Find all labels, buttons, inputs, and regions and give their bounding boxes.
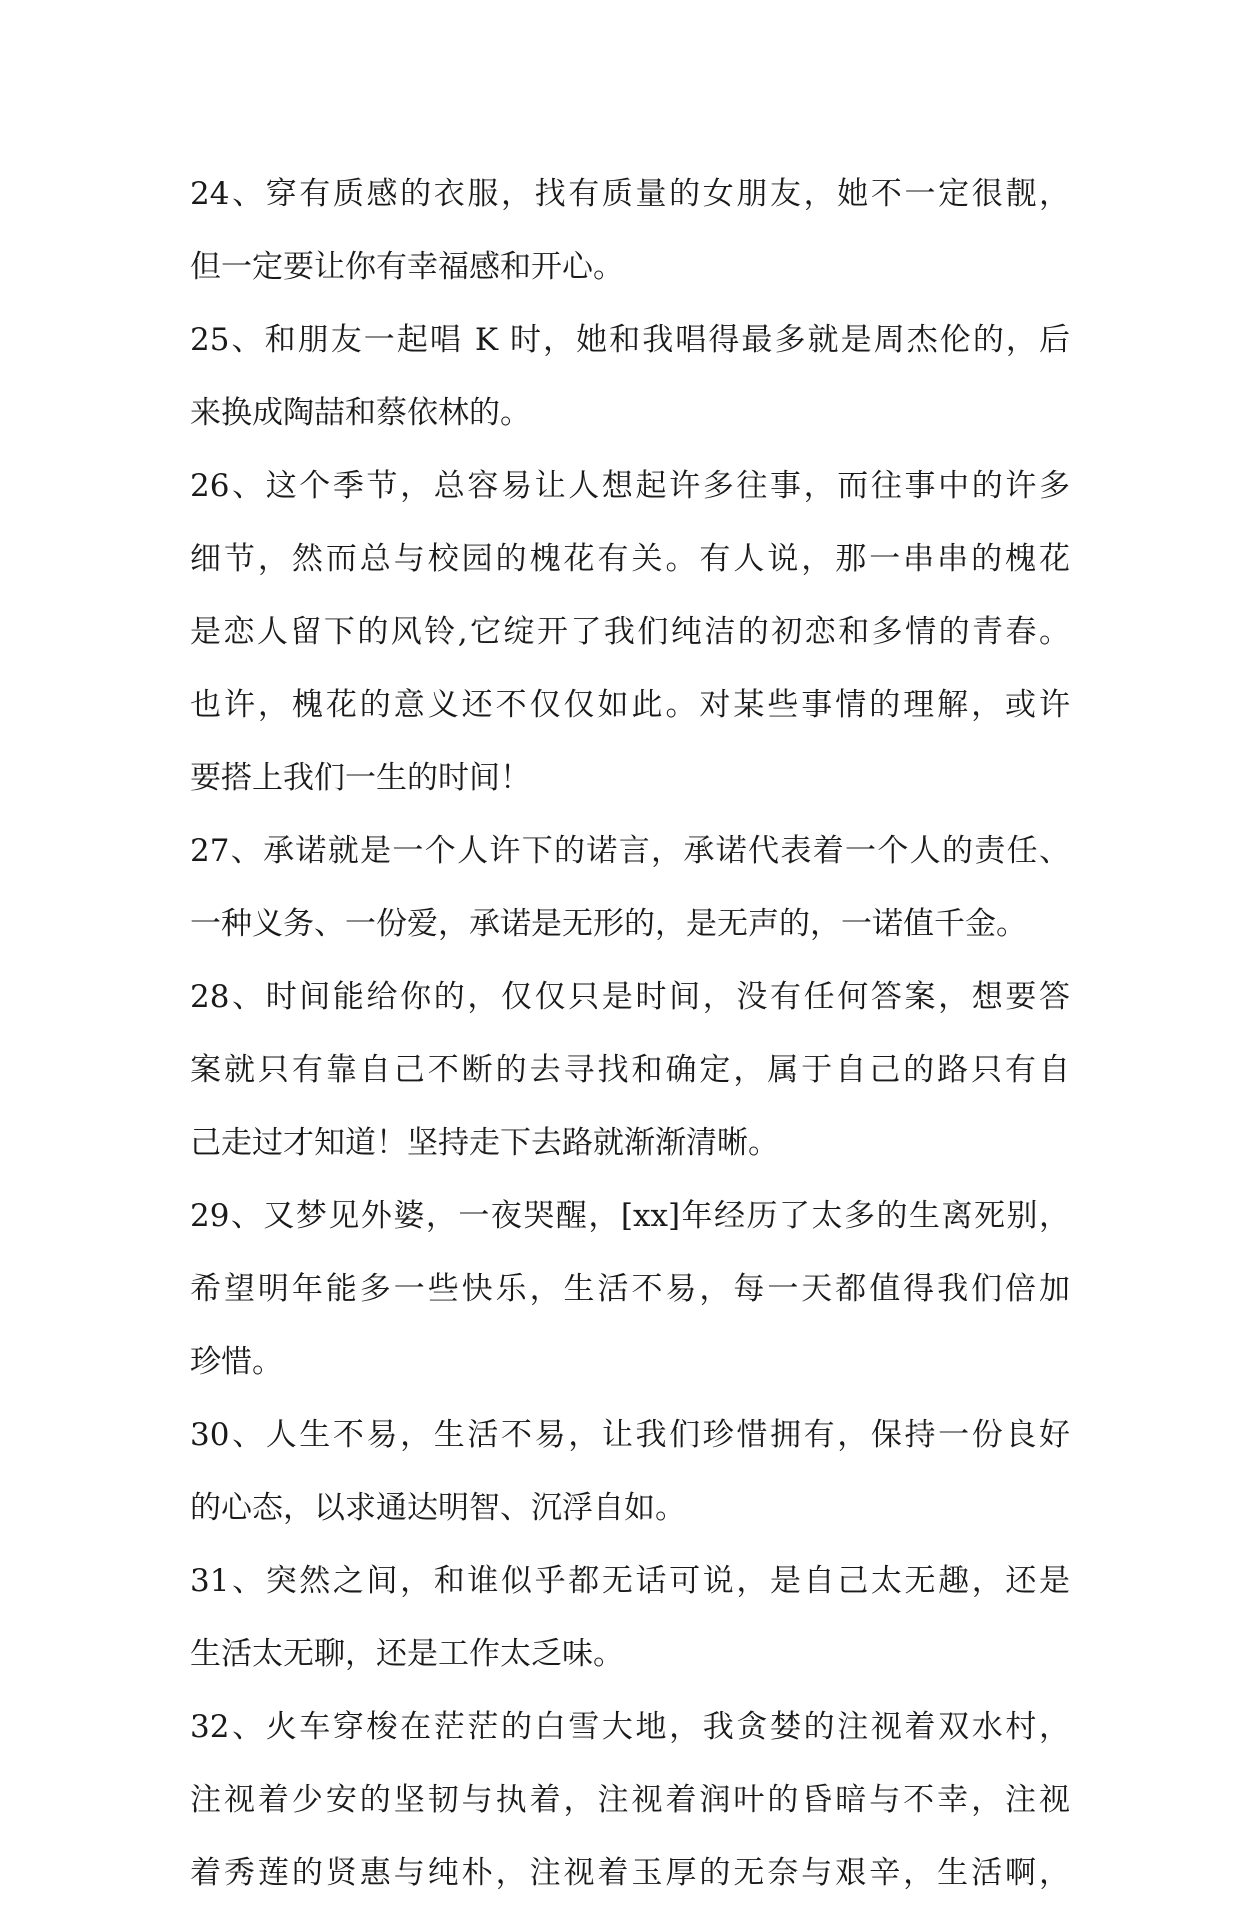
text-line: 的心态，以求通达明智、沉浮自如。 — [190, 1490, 686, 1526]
text-line: 25、和朋友一起唱 K 时，她和我唱得最多就是周杰伦的，后 — [190, 322, 1070, 358]
document-body — [190, 158, 1070, 1910]
text-line: 但一定要让你有幸福感和开心。 — [190, 249, 624, 285]
text-line: 生活太无聊，还是工作太乏味。 — [190, 1636, 624, 1672]
text-line: 27、承诺就是一个人许下的诺言，承诺代表着一个人的责任、 — [190, 833, 1070, 869]
text-line: 29、又梦见外婆，一夜哭醒，[xx]年经历了太多的生离死别， — [190, 1198, 1070, 1234]
text-line: 31、突然之间，和谁似乎都无话可说，是自己太无趣，还是 — [190, 1563, 1070, 1599]
text-line: 32、火车穿梭在茫茫的白雪大地，我贪婪的注视着双水村， — [190, 1709, 1070, 1745]
text-line: 24、穿有质感的衣服，找有质量的女朋友，她不一定很靓， — [190, 176, 1070, 212]
text-line: 30、人生不易，生活不易，让我们珍惜拥有，保持一份良好 — [190, 1417, 1070, 1453]
text-line: 来换成陶喆和蔡依林的。 — [190, 395, 531, 431]
text-line: 一种义务、一份爱，承诺是无形的，是无声的，一诺值千金。 — [190, 906, 1027, 942]
text-line: 珍惜。 — [190, 1344, 283, 1380]
text-line: 己走过才知道！坚持走下去路就渐渐清晰。 — [190, 1125, 779, 1161]
text-line: 着秀莲的贤惠与纯朴，注视着玉厚的无奈与艰辛，生活啊， — [190, 1855, 1070, 1891]
text-line: 26、这个季节，总容易让人想起许多往事，而往事中的许多 — [190, 468, 1070, 504]
text-line: 要搭上我们一生的时间！ — [190, 760, 531, 796]
text-line: 是恋人留下的风铃,它绽开了我们纯洁的初恋和多情的青春。 — [190, 614, 1070, 650]
text-line: 细节，然而总与校园的槐花有关。有人说，那一串串的槐花 — [190, 541, 1070, 577]
text-line: 也许，槐花的意义还不仅仅如此。对某些事情的理解，或许 — [190, 687, 1070, 723]
text-line: 28、时间能给你的，仅仅只是时间，没有任何答案，想要答 — [190, 979, 1070, 1015]
text-line: 注视着少安的坚韧与执着，注视着润叶的昏暗与不幸，注视 — [190, 1782, 1070, 1818]
text-line: 希望明年能多一些快乐，生活不易，每一天都值得我们倍加 — [190, 1271, 1070, 1307]
text-line: 案就只有靠自己不断的去寻找和确定，属于自己的路只有自 — [190, 1052, 1070, 1088]
